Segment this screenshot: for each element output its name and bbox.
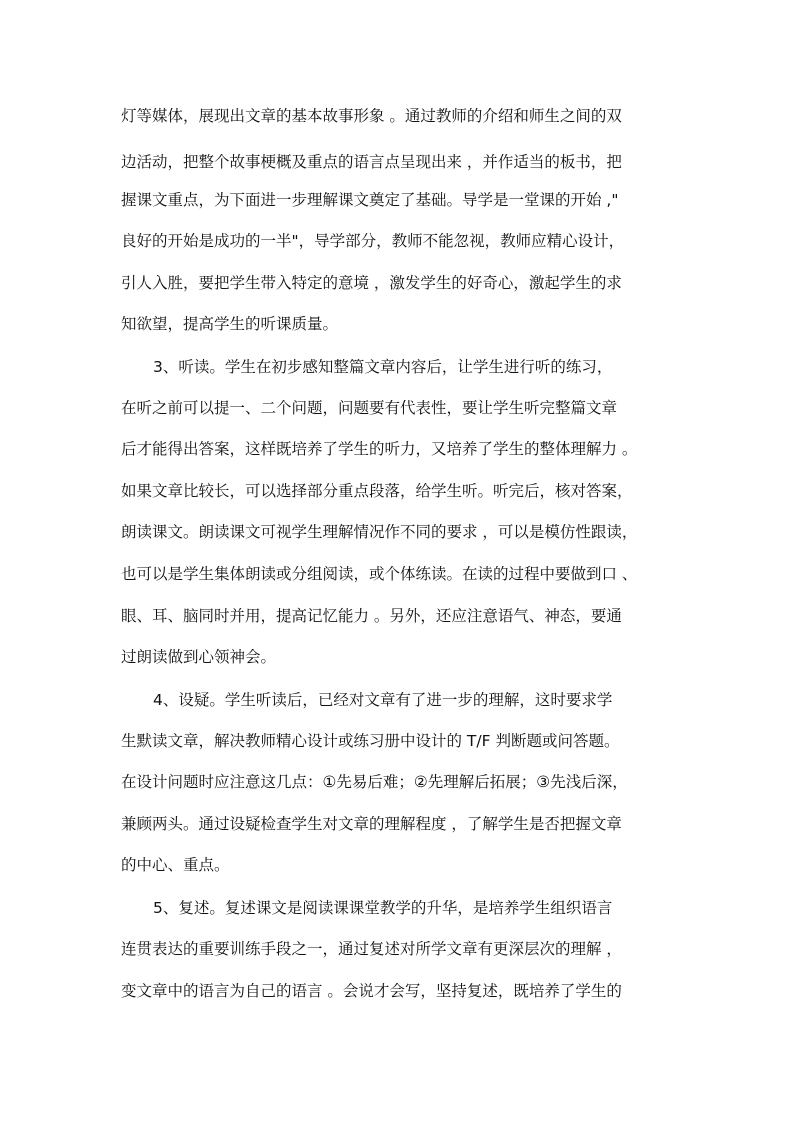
text-line: 如果文章比较长，可以选择部分重点段落，给学生听。听完后，核对答案， (121, 482, 633, 500)
text-line: 在听之前可以提一、二个问题，问题要有代表性，要让学生听完整篇文章 (121, 399, 618, 417)
text-line: 知欲望，提高学生的听课质量。 (121, 315, 339, 333)
text-line: 眼、耳、脑同时并用，提高记忆能力 。另外，还应注意语气、神态，要通 (121, 607, 622, 625)
text-line: 后才能得出答案，这样既培养了学生的听力，又培养了学生的整体理解力 。 (121, 440, 638, 458)
text-line: 生默读文章，解决教师精心设计或练习册中设计的 T/F 判断题或问答题。 (121, 732, 620, 750)
text-line: 3、听读。学生在初步感知整篇文章内容后，让学生进行听的练习， (153, 358, 613, 376)
text-line: 在设计问题时应注意这几点：①先易后难；②先理解后拓展；③先浅后深， (121, 773, 628, 791)
text-line: 握课文重点，为下面进一步理解课文奠定了基础。导学是一堂课的开始 ," (121, 191, 619, 209)
text-line: 也可以是学生集体朗读或分组阅读，或个体练读。在读的过程中要做到口 、 (121, 565, 638, 583)
text-line: 兼顾两头。通过设疑检查学生对文章的理解程度 ，了解学生是否把握文章 (121, 815, 622, 833)
text-line: 朗读课文。朗读课文可视学生理解情况作不同的要求 ，可以是模仿性跟读， (121, 523, 638, 541)
text-line: 变文章中的语言为自己的语言 。会说才会写，坚持复述，既培养了学生的 (121, 982, 622, 1000)
text-line: 灯等媒体，展现出文章的基本故事形象 。通过教师的介绍和师生之间的双 (121, 107, 622, 125)
text-line: 连贯表达的重要训练手段之一，通过复述对所学文章有更深层次的理解 ， (121, 940, 622, 958)
text-line: 4、设疑。学生听读后，已经对文章有了进一步的理解，这时要求学 (153, 691, 613, 709)
text-line: 的中心、重点。 (121, 856, 230, 874)
text-line: 良好的开始是成功的一半"，导学部分，教师不能忽视，教师应精心设计， (121, 232, 625, 250)
text-line: 边活动，把整个故事梗概及重点的语言点呈现出来 ，并作适当的板书，把 (121, 153, 622, 171)
text-line: 5、复述。复述课文是阅读课课堂教学的升华，是培养学生组织语言 (153, 899, 613, 917)
text-line: 过朗读做到心领神会。 (121, 648, 277, 666)
text-line: 引人入胜，要把学生带入特定的意境 ，激发学生的好奇心，激起学生的求 (121, 274, 622, 292)
